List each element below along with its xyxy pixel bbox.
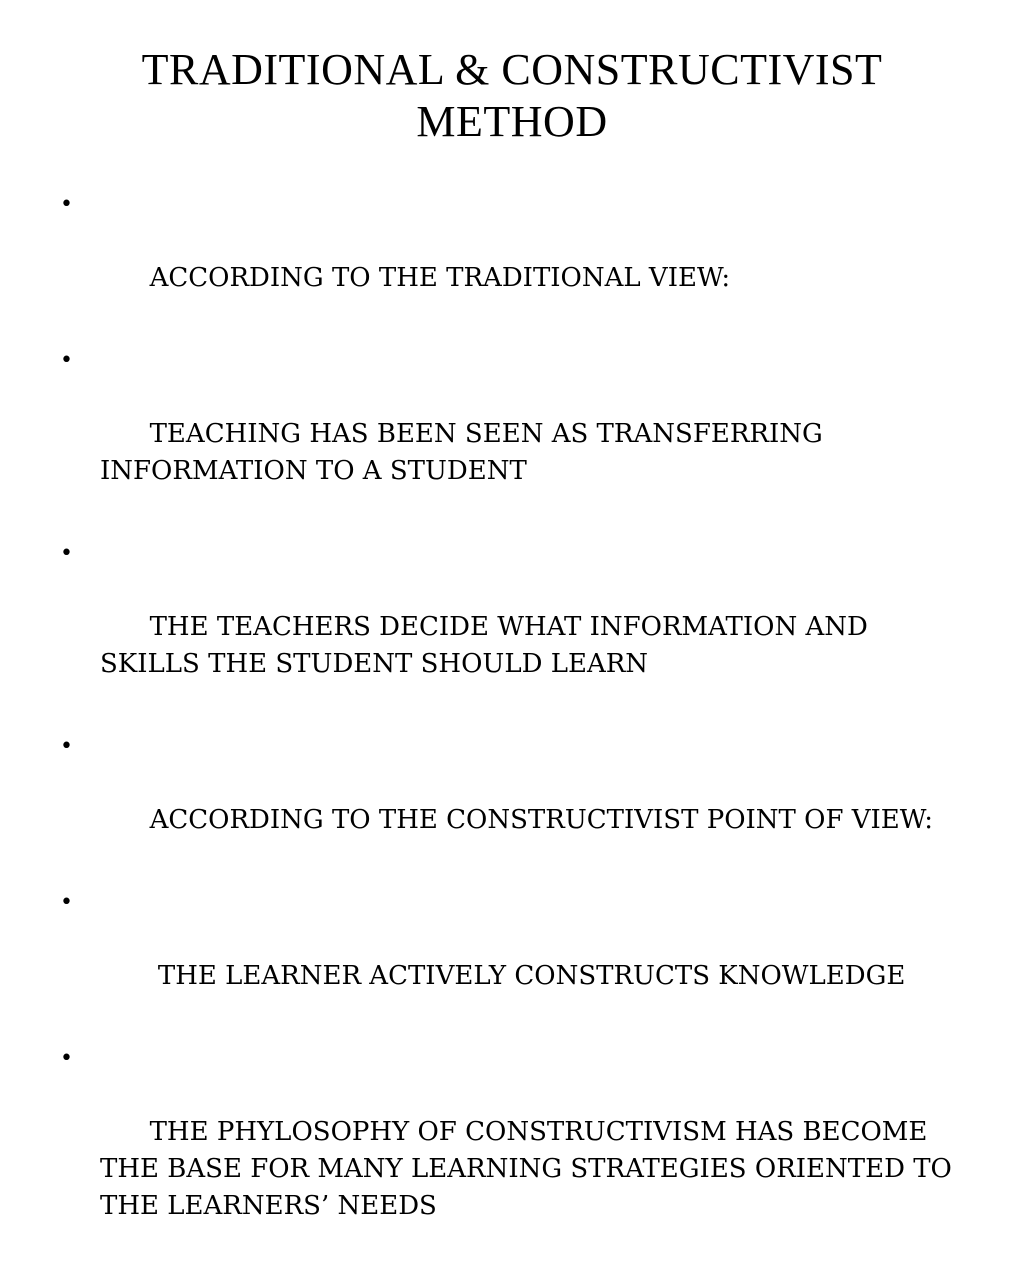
bullet-item <box>58 342 958 527</box>
bullet-dot-icon: • <box>60 734 73 759</box>
bullet-text: ACCORDING TO THE CONSTRUCTIVIST POINT OF VIEW: <box>149 805 934 835</box>
bullet-list <box>58 186 961 1270</box>
bullet-text: THE TEACHERS DECIDE WHAT INFORMATION AND SKILLS THE STUDENT SHOULD LEARN <box>100 612 877 679</box>
bullet-text: ACCORDING TO THE TRADITIONAL VIEW: <box>149 263 731 293</box>
bullet-dot-icon: • <box>60 1046 73 1071</box>
bullet-text: TEACHING HAS BEEN SEEN AS TRANSFERRING INFORMATION TO A STUDENT <box>100 419 832 486</box>
title-line-2: METHOD <box>416 97 608 146</box>
slide-title <box>60 44 964 148</box>
bullet-item <box>58 884 958 1032</box>
bullet-dot-icon: • <box>60 541 73 566</box>
bullet-dot-icon: • <box>60 348 73 373</box>
bullet-text: THE LEARNER ACTIVELY CONSTRUCTS KNOWLEDGE <box>149 961 906 991</box>
bullet-item <box>58 728 958 876</box>
bullet-item <box>58 1040 961 1262</box>
bullet-item <box>58 535 958 720</box>
bullet-dot-icon: • <box>60 192 73 217</box>
title-line-1: TRADITIONAL & CONSTRUCTIVIST <box>141 45 883 94</box>
bullet-text: THE PHYLOSOPHY OF CONSTRUCTIVISM HAS BECOME THE BASE FOR MANY LEARNING STRATEGIES ORIENTED TO THE LEARNERS’ NEEDS <box>100 1117 961 1221</box>
bullet-item <box>58 186 958 334</box>
bullet-dot-icon: • <box>60 890 73 915</box>
